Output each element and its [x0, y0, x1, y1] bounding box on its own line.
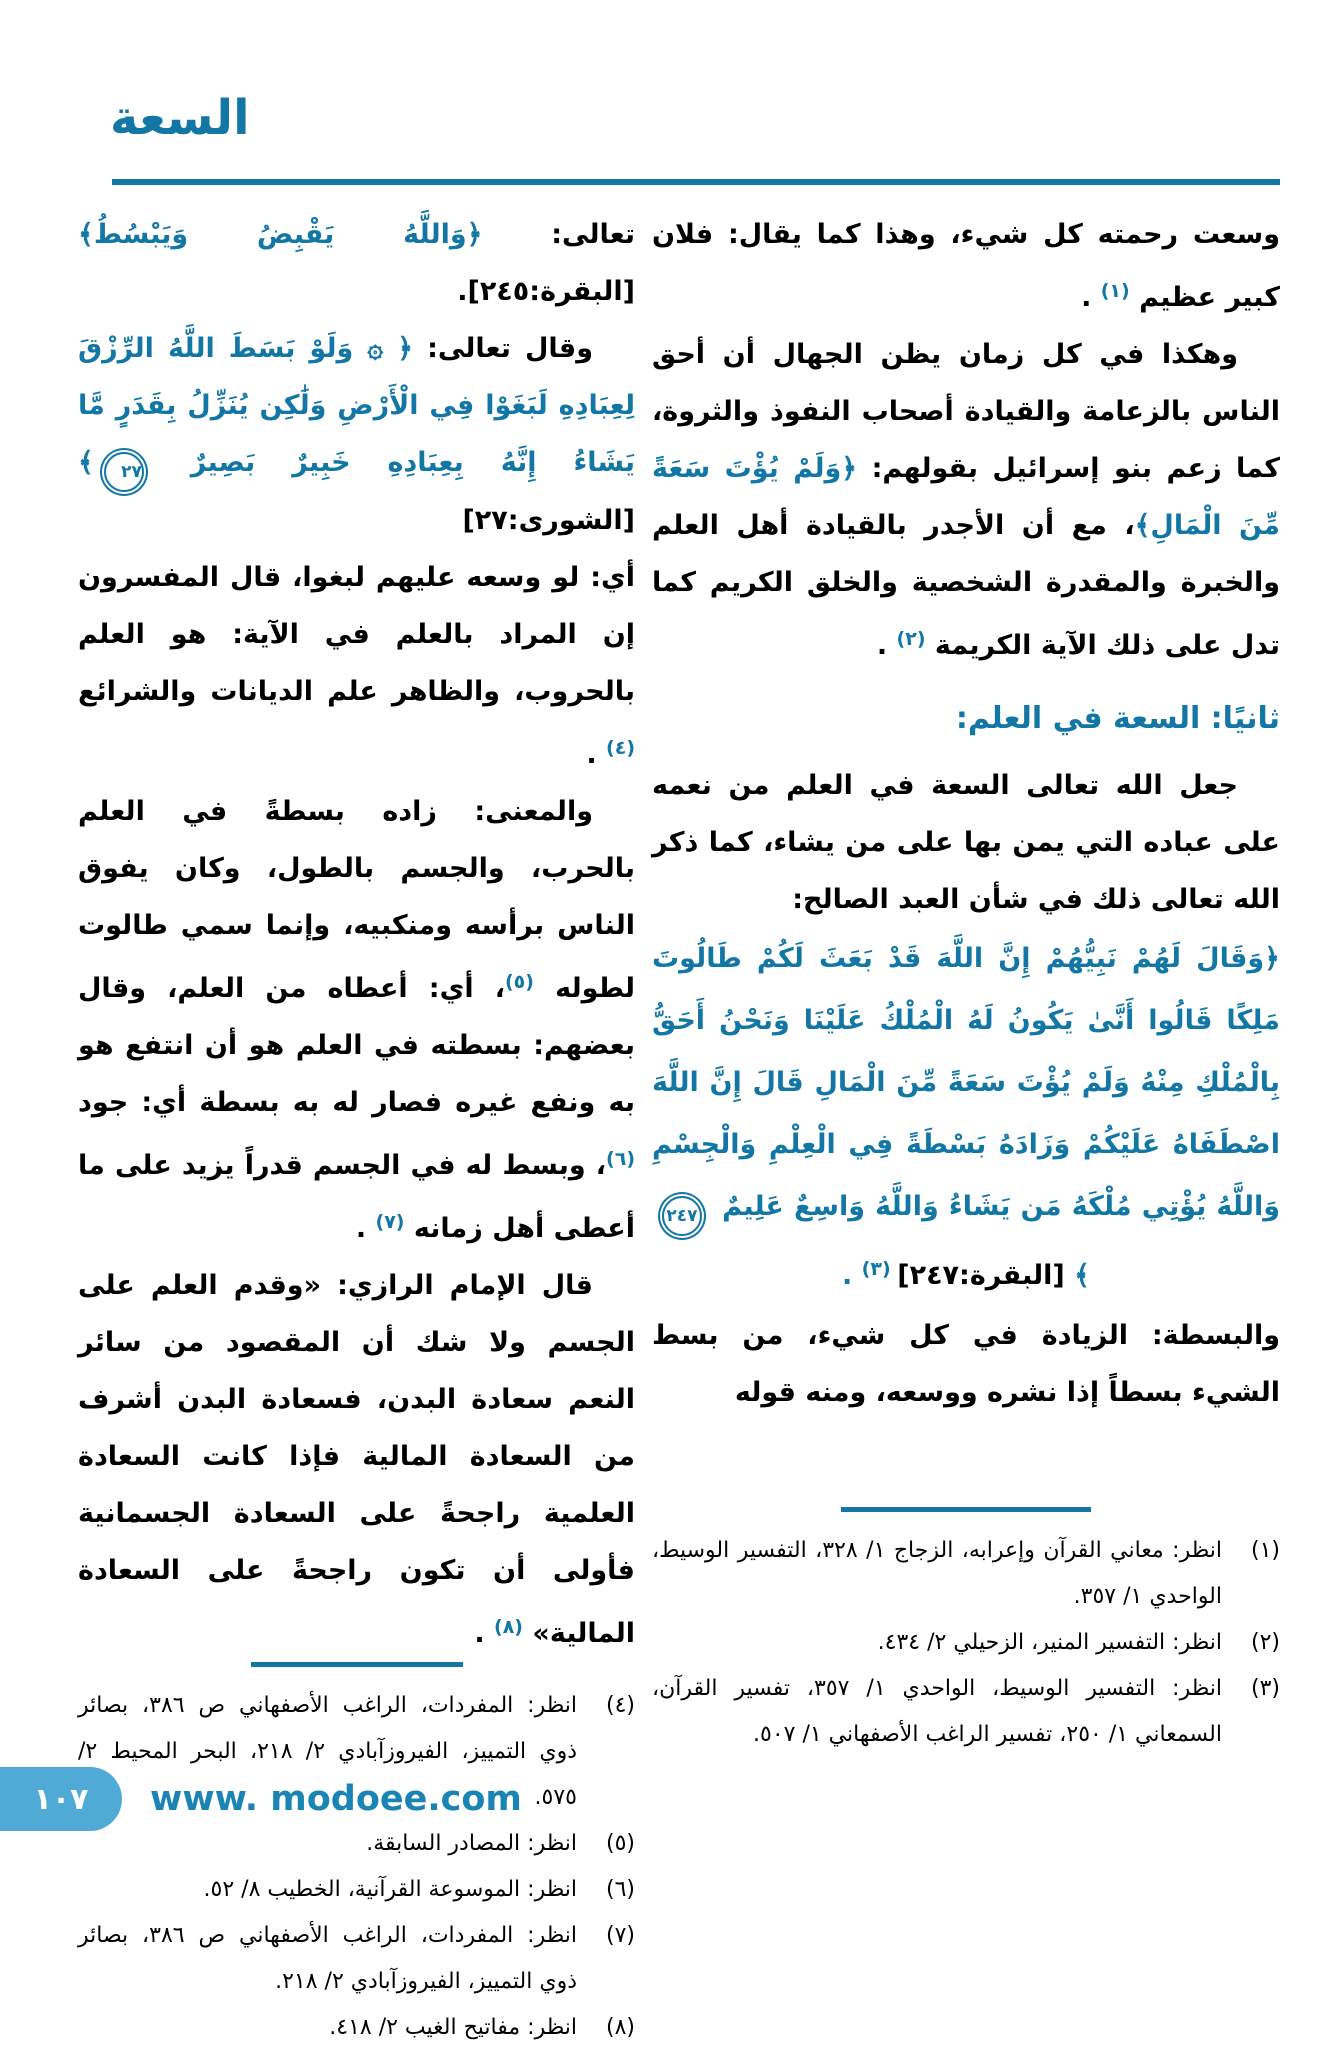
- body-text: .: [457, 276, 468, 307]
- body-text: جعل الله تعالى السعة في العلم من نعمه على عباده التي يمن بها على من يشاء، كما ذكر الله تعالى ذلك في شأن العبد الصالح:: [652, 770, 1280, 915]
- paragraph: [78, 1257, 635, 1662]
- body-text: وقال تعالى:: [413, 333, 593, 364]
- body-text: .: [841, 1260, 862, 1291]
- quran-text: ﴿وَقَالَ لَهُمْ نَبِيُّهُمْ إِنَّ اللَّهَ قَدْ بَعَثَ لَكُمْ طَالُوتَ مَلِكًا قَالُوا أَنَّىٰ يَكُونُ لَهُ الْمُلْكُ عَلَيْنَا وَنَحْنُ أَحَقُّ بِالْمُلْكِ مِنْهُ وَلَمْ يُؤْتَ سَعَةً مِّنَ الْمَالِ قَالَ إِنَّ اللَّهَ اصْطَفَاهُ عَلَيْكُمْ وَزَادَهُ بَسْطَةً فِي الْعِلْمِ وَالْجِسْمِ وَاللَّهُ يُؤْتِي مُلْكَهُ مَن يَشَاءُ وَاللَّهُ وَاسِعٌ عَلِيمٌ: [652, 943, 1280, 1222]
- footnote-item: [652, 1620, 1280, 1666]
- footnote-item: [78, 1821, 635, 1867]
- footnote-number: (٤): [605, 1693, 635, 1718]
- footnote-ref: (٦): [606, 1148, 635, 1170]
- footnote-number: (٦): [605, 1877, 635, 1902]
- body-text: والبسطة: الزيادة في كل شيء، من بسط الشيء بسطاً إذا نشره ووسعه، ومنه قوله: [652, 1320, 1280, 1408]
- section-heading: [652, 690, 1280, 747]
- body-text: وسعت رحمته كل شيء، وهذا كما يقال: فلان كبير عظيم: [652, 219, 1280, 313]
- body-text: تعالى:: [482, 219, 635, 250]
- footnote-text: انظر: المصادر السابقة.: [366, 1831, 577, 1856]
- website-url: www. modoee.com: [150, 1779, 522, 1819]
- body-text: ، مع أن الأجدر بالقيادة أهل العلم والخبرة والمقدرة الشخصية والخلق الكريم كما تدل على ذلك الآية الكريمة: [652, 510, 1280, 661]
- footnote-ref: (٤): [606, 737, 635, 759]
- footnote-text: انظر: الموسوعة القرآنية، الخطيب ٨/ ٥٢.: [203, 1877, 577, 1902]
- body-text: وهكذا في كل زمان يظن الجهال أن أحق الناس بالزعامة والقيادة أصحاب النفوذ والثروة، كما زعم بنو إسرائيل بقولهم:: [652, 339, 1280, 484]
- body-text: .: [474, 1618, 494, 1649]
- footnote-item: [652, 1666, 1280, 1758]
- footnote-text: انظر: المفردات، الراغب الأصفهاني ص ٣٨٦، بصائر ذوي التمييز، الفيروزآبادي ٢/ ٢١٨، البحر المحيط ٢/ ٥٧٥.: [78, 1693, 578, 1810]
- footnote-number: (١): [1250, 1538, 1280, 1563]
- page-number: ١٠٧: [33, 1781, 89, 1817]
- footnotes-right: [652, 1507, 1280, 1758]
- footnote-ref: (٣): [861, 1258, 898, 1280]
- footnote-ref: (٧): [375, 1211, 405, 1233]
- footnote-item: [78, 1867, 635, 1913]
- footnote-text: انظر: معاني القرآن وإعرابه، الزجاج ١/ ٣٢٨، التفسير الوسيط، الواحدي ١/ ٣٥٧.: [652, 1538, 1222, 1609]
- quran-text: ﴿وَاللَّهُ يَقْبِضُ وَيَبْسُطُ﴾: [78, 219, 483, 250]
- paragraph: [78, 783, 635, 1257]
- body-text: .: [355, 1213, 376, 1244]
- verse-citation: [البقرة:٢٤٧]: [897, 1260, 1065, 1291]
- footnote-item: [78, 2005, 635, 2051]
- body-text: والمعنى: زاده بسطةً في العلم بالحرب، والجسم بالطول، وكان يفوق الناس برأسه ومنكبيه، وإنما سمي طالوت لطوله: [78, 796, 635, 1004]
- footnote-item: [652, 1528, 1280, 1620]
- paragraph: [652, 326, 1280, 674]
- footnote-number: (٨): [605, 2015, 635, 2040]
- paragraph: [652, 1307, 1280, 1421]
- footnotes-left: [78, 1662, 635, 2051]
- quran-text: ﴾: [1064, 1260, 1091, 1291]
- column-right: [652, 206, 1280, 1758]
- body-text: .: [876, 630, 897, 661]
- header-rule: [112, 179, 1280, 185]
- page-header-title: السعة: [110, 90, 250, 146]
- paragraph: [78, 320, 635, 549]
- quran-text: ﴿ ۞ وَلَوْ بَسَطَ اللَّهُ الرِّزْقَ لِعِبَادِهِ لَبَغَوْا فِي الْأَرْضِ وَلَٰكِن يُنَزِّلُ بِقَدَرٍ مَّا يَشَاءُ إِنَّهُ بِعِبَادِهِ خَبِيرٌ بَصِيرٌ: [78, 333, 635, 478]
- footnote-text: انظر: التفسير الوسيط، الواحدي ١/ ٣٥٧، تفسير القرآن، السمعاني ١/ ٢٥٠، تفسير الراغب الأصفهاني ١/ ٥٠٧.: [652, 1676, 1222, 1747]
- body-text: .: [586, 739, 607, 770]
- footnote-text: انظر: التفسير المنير، الزحيلي ٢/ ٤٣٤.: [877, 1630, 1222, 1655]
- footnote-number: (٢): [1250, 1630, 1280, 1655]
- ayah-medallion: ٢٤٧: [662, 1196, 702, 1236]
- quran-text: ﴾: [78, 447, 94, 478]
- footnote-separator: [841, 1507, 1091, 1512]
- body-text: ، وبسط له في الجسم قدراً يزيد على ما أعطى أهل زمانه: [78, 1150, 635, 1244]
- footnote-separator: [251, 1662, 463, 1667]
- column-left-body: [78, 206, 635, 1662]
- quran-text: ﴿وَلَمْ يُؤْتَ سَعَةً مِّنَ الْمَالِ﴾: [652, 453, 1281, 541]
- body-text: .: [1081, 282, 1101, 313]
- paragraph: [652, 757, 1280, 928]
- footnote-number: (٣): [1250, 1676, 1280, 1701]
- verse-citation: [البقرة:٢٤٥]: [467, 276, 635, 307]
- page-number-pill: [0, 1767, 122, 1831]
- paragraph: [652, 206, 1280, 326]
- footnote-ref: (٢): [896, 628, 926, 650]
- heading-text: ثانيًا: السعة في العلم:: [955, 701, 1280, 736]
- paragraph: [78, 206, 635, 320]
- footnote-ref: (٥): [504, 971, 534, 993]
- body-text: قال الإمام الرازي: «وقدم العلم على الجسم ولا شك أن المقصود من سائر النعم سعادة البدن، فسعادة البدن أشرف من السعادة المالية فإذا كانت السعادة العلمية راجحةً على السعادة الجسمانية فأولى أن تكون راجحةً على السعادة المالية»: [78, 1270, 635, 1649]
- column-right-body: [652, 206, 1280, 1421]
- footnotes-left-list: [78, 1683, 635, 2051]
- footnote-text: انظر: المفردات، الراغب الأصفهاني ص ٣٨٦، بصائر ذوي التمييز، الفيروزآبادي ٢/ ٢١٨.: [78, 1923, 577, 1994]
- ayah-medallion: ٢٧: [104, 452, 144, 492]
- footnote-ref: (٨): [494, 1616, 523, 1638]
- footnote-item: [78, 1913, 635, 2005]
- verse-citation: [الشورى:٢٧]: [462, 505, 635, 536]
- quran-verse-block: [652, 928, 1280, 1307]
- footnotes-right-list: [652, 1528, 1280, 1758]
- footnote-number: (٧): [605, 1923, 635, 1948]
- body-text: ، أي: أعطاه من العلم، وقال بعضهم: بسطته في العلم هو أن انتفع هو به ونفع غيره فصار له به بسطة أي: جود: [78, 973, 635, 1118]
- paragraph: [78, 549, 635, 783]
- footnote-text: انظر: مفاتيح الغيب ٢/ ٤١٨.: [329, 2015, 577, 2040]
- footnote-number: (٥): [605, 1831, 635, 1856]
- body-text: أي: لو وسعه عليهم لبغوا، قال المفسرون إن المراد بالعلم في الآية: هو العلم بالحروب، والظاهر علم الديانات والشرائع: [78, 562, 635, 707]
- footnote-ref: (١): [1100, 280, 1130, 302]
